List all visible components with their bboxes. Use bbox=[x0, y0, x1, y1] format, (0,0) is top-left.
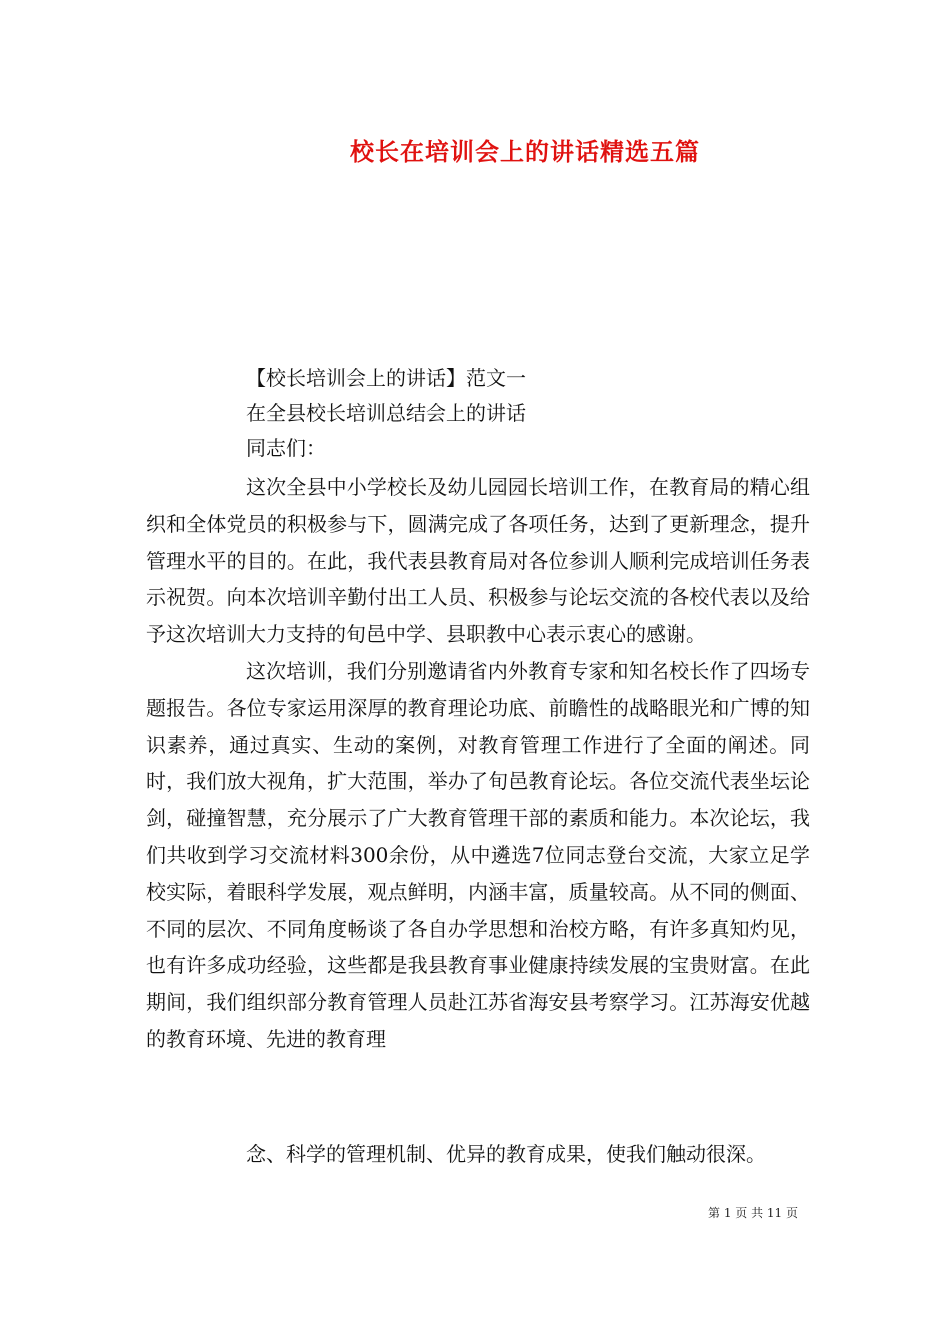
document-body bbox=[146, 469, 810, 1058]
speech-title: 在全县校长培训总结会上的讲话 bbox=[246, 401, 526, 425]
document-title: 校长在培训会上的讲话精选五篇 bbox=[350, 137, 700, 166]
page-indicator: 第 1 页 共 11 页 bbox=[708, 1206, 798, 1220]
salutation: 同志们： bbox=[246, 436, 326, 460]
paragraph: 这次全县中小学校长及幼儿园园长培训工作，在教育局的精心组织和全体党员的积极参与下，圆满完成了各项任务，达到了更新理念，提升管理水平的目的。在此，我代表县教育局对各位参训人顺利完成培训任务表示祝贺。向本次培训辛勤付出工人员、积极参与论坛交流的各校代表以及给予这次培训大力支持的旬邑中学、县职教中心表示衷心的感谢。 bbox=[146, 475, 810, 647]
paragraph: 这次培训，我们分别邀请省内外教育专家和知名校长作了四场专题报告。各位专家运用深厚的教育理论功底、前瞻性的战略眼光和广博的知识素养，通过真实、生动的案例，对教育管理工作进行了全面的阐述。同时，我们放大视角，扩大范围，举办了旬邑教育论坛。各位交流代表坐坛论剑，碰撞智慧，充分展示了广大教育管理干部的素质和能力。本次论坛，我们共收到学习交流材料300余份，从中遴选7位同志登台交流，大家立足学校实际，着眼科学发展，观点鲜明，内涵丰富，质量较高。从不同的侧面、不同的层次、不同角度畅谈了各自办学思想和治校方略，有许多真知灼见，也有许多成功经验，这些都是我县教育事业健康持续发展的宝贵财富。在此期间，我们组织部分教育管理人员赴江苏省海安县考察学习。江苏海安优越的教育环境、先进的教育理 bbox=[146, 658, 810, 1051]
section-heading: 【校长培训会上的讲话】范文一 bbox=[246, 366, 526, 390]
paragraph-continuation: 念、科学的管理机制、优异的教育成果，使我们触动很深。 bbox=[246, 1142, 766, 1166]
